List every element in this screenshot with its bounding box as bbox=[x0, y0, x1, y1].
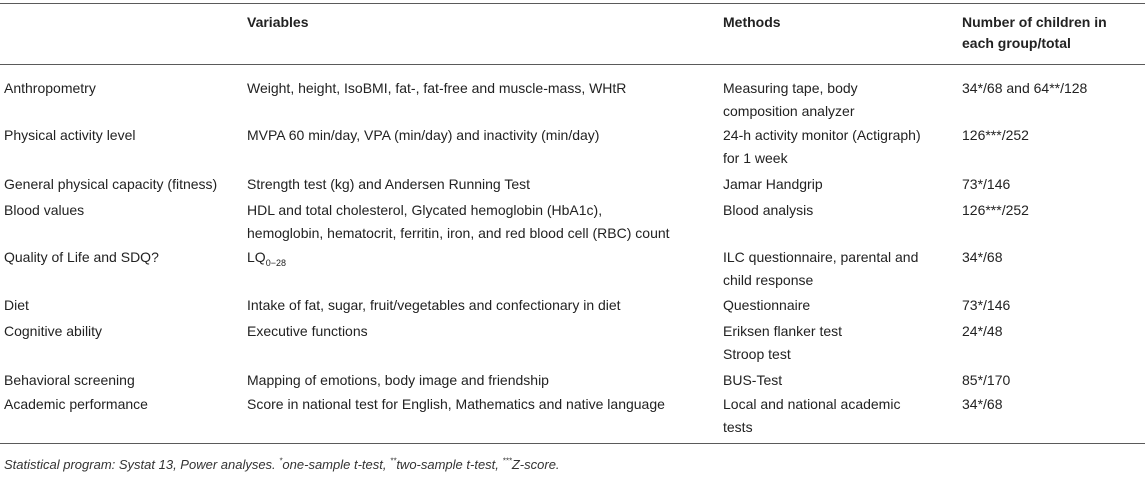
methods-line: tests bbox=[723, 419, 753, 435]
methods-line: Local and national academic bbox=[723, 396, 901, 412]
methods-line: Measuring tape, body bbox=[723, 80, 858, 96]
header-number-line2: each group/total bbox=[962, 35, 1071, 51]
footnote-mark: ** bbox=[390, 456, 397, 466]
row-variables bbox=[247, 369, 549, 392]
table-bottom-rule bbox=[0, 443, 1145, 444]
variables-line: Score in national test for English, Mathematics and native language bbox=[247, 396, 665, 412]
row-number: 34*/68 bbox=[962, 249, 1003, 265]
row-category: Anthropometry bbox=[4, 80, 96, 96]
footnote-text: one-sample t-test, bbox=[282, 457, 391, 472]
row-variables bbox=[247, 199, 670, 245]
row-variables bbox=[247, 320, 368, 343]
row-methods bbox=[723, 369, 782, 392]
header-rule bbox=[0, 64, 1145, 65]
footnote-text: Z-score. bbox=[511, 457, 560, 472]
table-footnote bbox=[4, 457, 560, 472]
methods-line: BUS-Test bbox=[723, 372, 783, 388]
row-methods bbox=[723, 393, 900, 439]
row-variables bbox=[247, 294, 621, 317]
variables-line: Strength test (kg) and Andersen Running Test bbox=[247, 176, 531, 192]
row-variables bbox=[247, 77, 626, 100]
row-number: 34*/68 and 64**/128 bbox=[962, 80, 1088, 96]
row-category: Physical activity level bbox=[4, 127, 136, 143]
row-methods bbox=[723, 173, 823, 196]
row-number: 34*/68 bbox=[962, 396, 1003, 412]
row-variables bbox=[247, 173, 530, 196]
row-methods bbox=[723, 294, 810, 317]
variables-line: hemoglobin, hematocrit, ferritin, iron, and red blood cell (RBC) count bbox=[247, 225, 670, 241]
methods-line: child response bbox=[723, 272, 814, 288]
methods-line: composition analyzer bbox=[723, 103, 855, 119]
footnote-mark: * bbox=[279, 456, 283, 466]
header-methods: Methods bbox=[723, 14, 781, 30]
row-category: General physical capacity (fitness) bbox=[4, 176, 218, 192]
methods-line: Jamar Handgrip bbox=[723, 176, 823, 192]
row-methods bbox=[723, 246, 918, 292]
variables-line: MVPA 60 min/day, VPA (min/day) and inactivity (min/day) bbox=[247, 127, 600, 143]
variables-line: Weight, height, IsoBMI, fat-, fat-free and muscle-mass, WHtR bbox=[247, 80, 627, 96]
row-category: Behavioral screening bbox=[4, 372, 135, 388]
header-variables: Variables bbox=[247, 14, 309, 30]
row-variables bbox=[247, 124, 599, 147]
row-variables bbox=[247, 393, 665, 416]
row-methods bbox=[723, 77, 858, 123]
methods-line: Blood analysis bbox=[723, 202, 814, 218]
methods-line: Questionnaire bbox=[723, 297, 811, 313]
header-number-line1: Number of children in bbox=[962, 14, 1107, 30]
row-number: 73*/146 bbox=[962, 176, 1011, 192]
row-category: Blood values bbox=[4, 202, 85, 218]
row-methods bbox=[723, 320, 842, 366]
footnote-mark: *** bbox=[502, 456, 512, 466]
row-category: Cognitive ability bbox=[4, 323, 103, 339]
table-top-rule bbox=[0, 3, 1145, 4]
row-number: 24*/48 bbox=[962, 323, 1003, 339]
methods-line: for 1 week bbox=[723, 150, 788, 166]
methods-line: ILC questionnaire, parental and bbox=[723, 249, 919, 265]
variables-line: Intake of fat, sugar, fruit/vegetables and confectionary in diet bbox=[247, 297, 621, 313]
methods-line: 24-h activity monitor (Actigraph) bbox=[723, 127, 921, 143]
row-category: Academic performance bbox=[4, 396, 148, 412]
lq-subscript: 0−28 bbox=[265, 257, 286, 268]
header-number bbox=[962, 12, 1107, 54]
row-category: Quality of Life and SDQ? bbox=[4, 249, 159, 265]
row-variables bbox=[247, 246, 286, 269]
row-category: Diet bbox=[4, 297, 29, 313]
lq-base: LQ bbox=[247, 249, 266, 265]
row-number: 126***/252 bbox=[962, 202, 1029, 218]
methods-line: Eriksen flanker test bbox=[723, 323, 843, 339]
row-methods bbox=[723, 199, 813, 222]
variables-line: Executive functions bbox=[247, 323, 368, 339]
row-number: 85*/170 bbox=[962, 372, 1011, 388]
row-number: 73*/146 bbox=[962, 297, 1011, 313]
footnote-text: Statistical program: Systat 13, Power analyses. bbox=[4, 457, 280, 472]
variables-line: HDL and total cholesterol, Glycated hemoglobin (HbA1c), bbox=[247, 202, 603, 218]
variables-line: Mapping of emotions, body image and friendship bbox=[247, 372, 549, 388]
footnote-text: two-sample t-test, bbox=[396, 457, 503, 472]
row-methods bbox=[723, 124, 921, 170]
methods-line: Stroop test bbox=[723, 346, 791, 362]
row-number: 126***/252 bbox=[962, 127, 1029, 143]
